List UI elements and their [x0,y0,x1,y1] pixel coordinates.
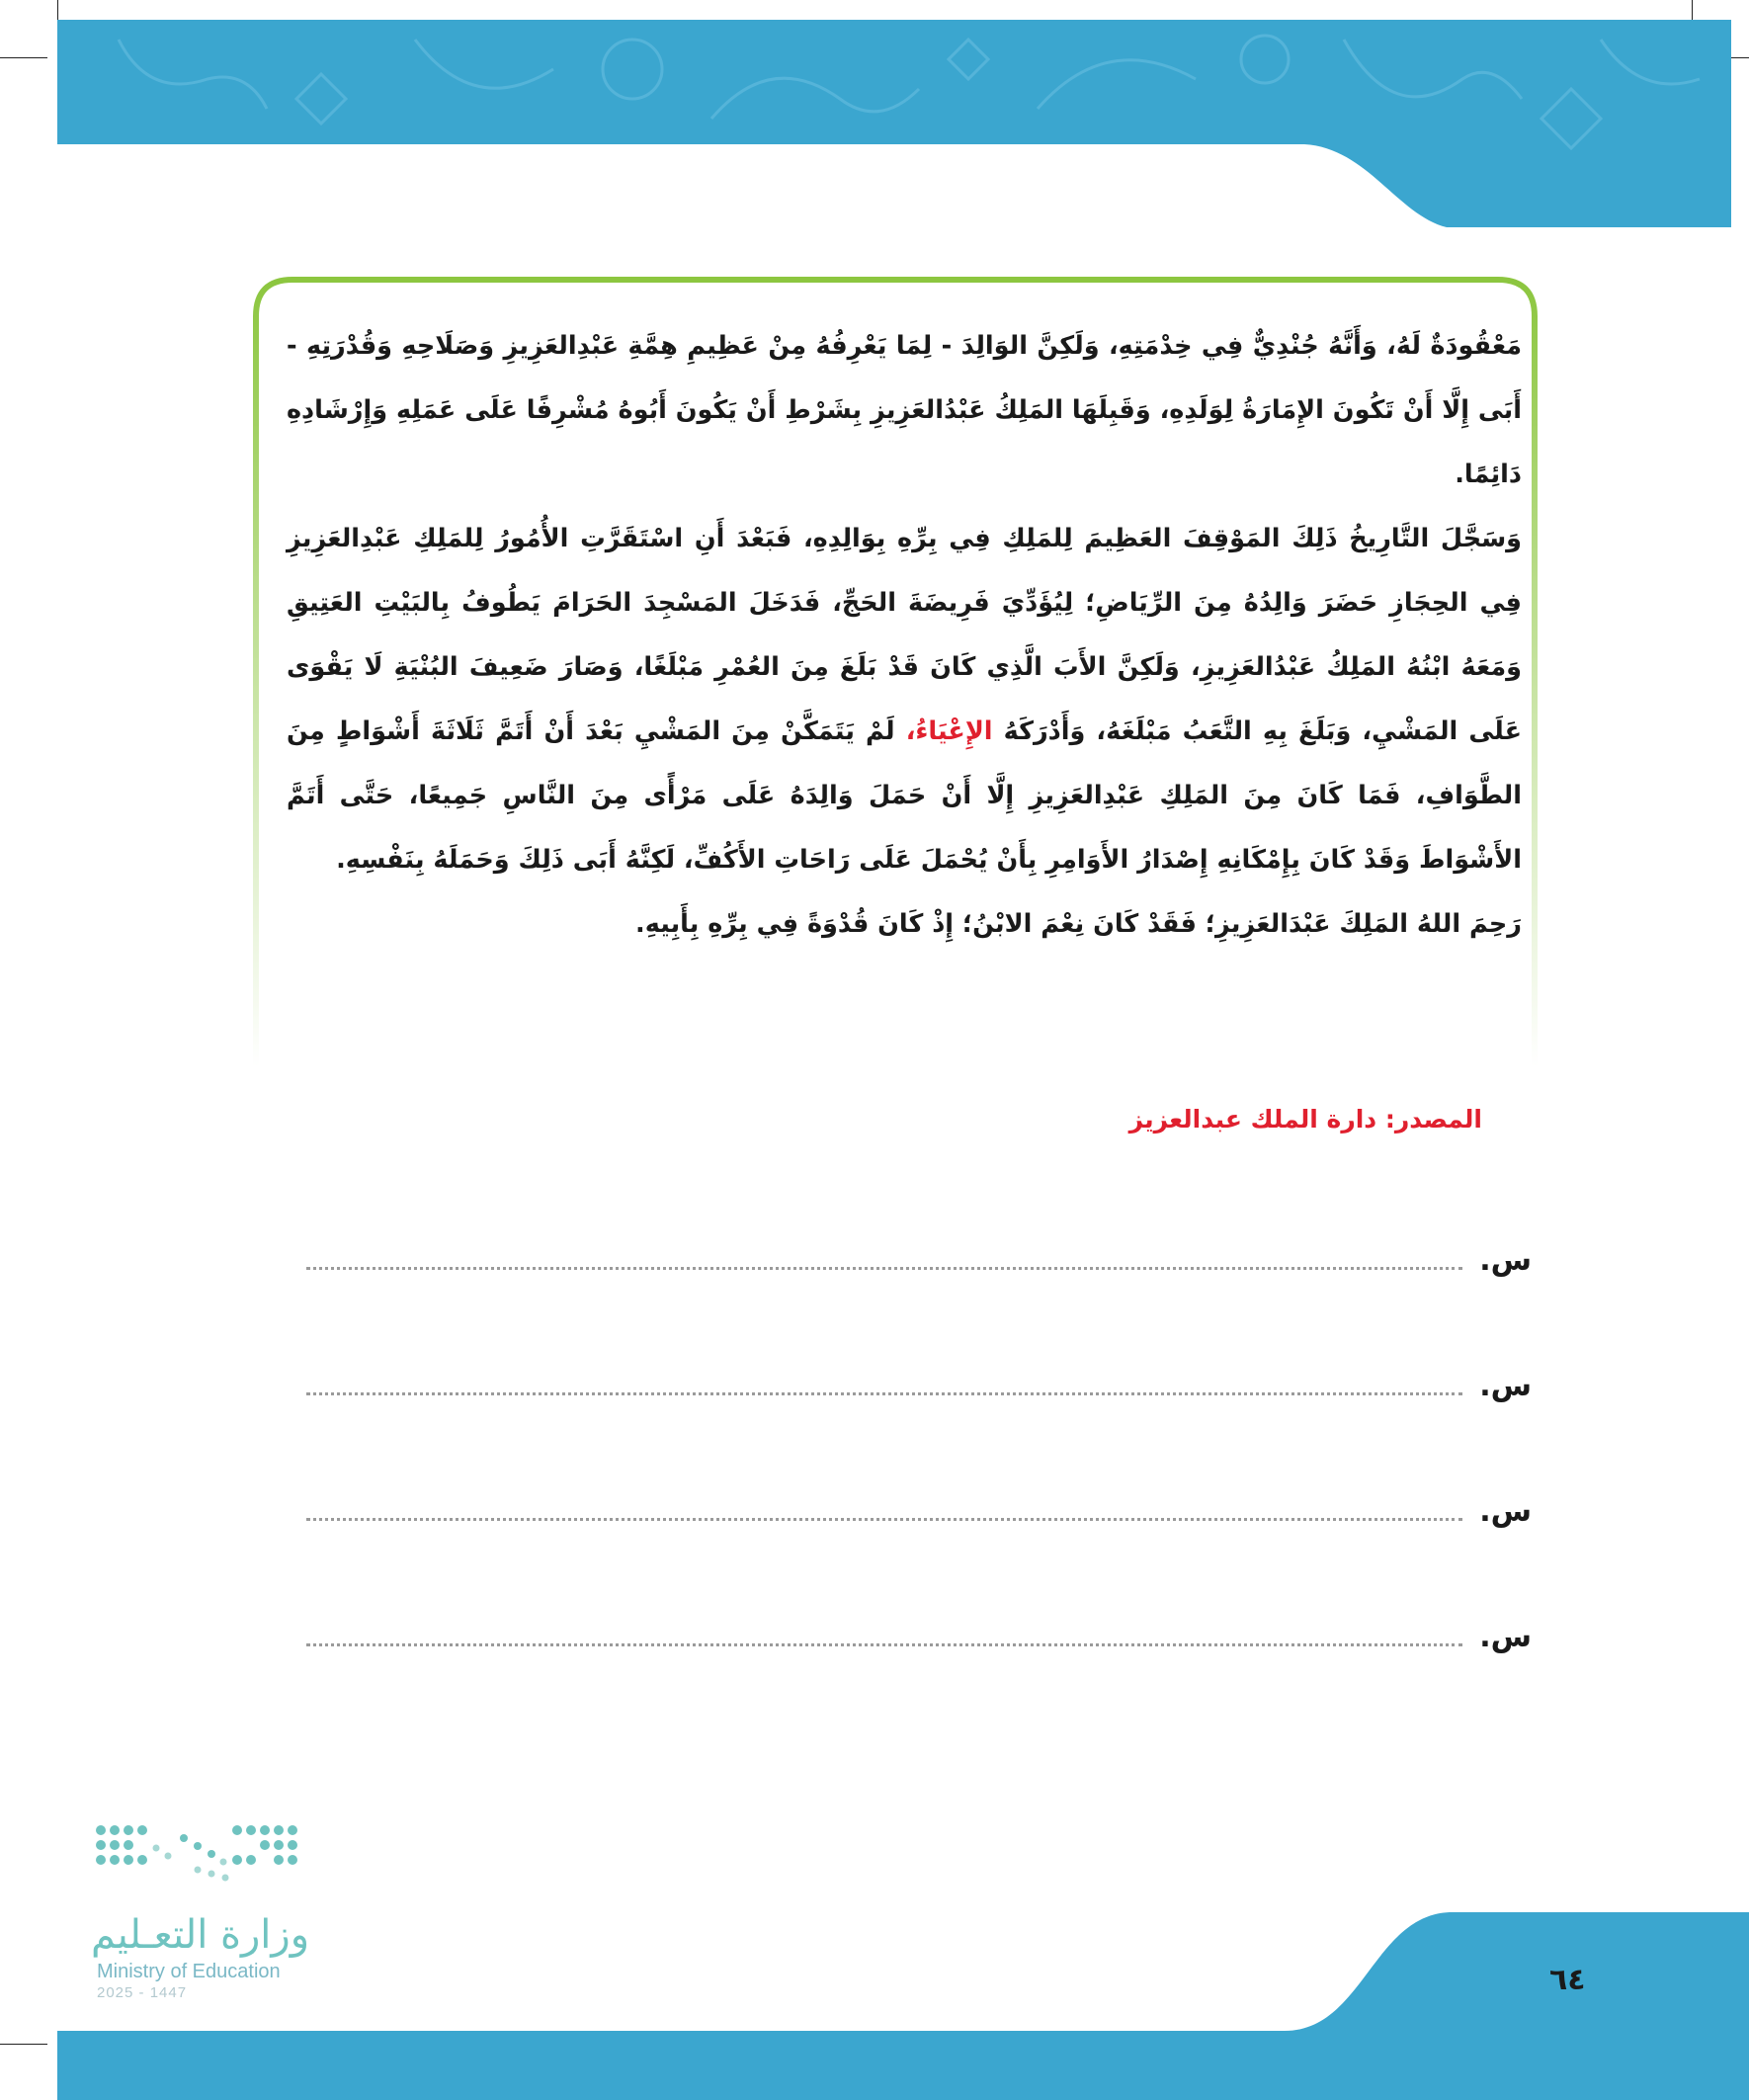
answer-dotted-line[interactable] [306,1392,1462,1395]
answer-dotted-line[interactable] [306,1518,1462,1521]
paragraph-text: وَسَجَّلَ التَّارِيخُ ذَلِكَ المَوْقِفَ العَظِيمَ لِلمَلِكِ فِي بِرِّهِ بِوَالِدِهِ، فَبَعْدَ أَنِ اسْتَقَرَّتِ الأُمُورُ لِلمَلِكِ عَبْدِالعَزِيزِ فِي الحِجَازِ حَضَرَ وَالِدُهُ مِنَ الرِّيَاضِ؛ لِيُؤَدِّيَ فَرِيضَةَ الحَجِّ، فَدَخَلَ المَسْجِدَ الحَرَامَ يَطُوفُ بِالبَيْتِ العَتِيقِ وَمَعَهُ ابْنُهُ المَلِكُ عَبْدُالعَزِيزِ، وَلَكِنَّ الأَبَ الَّذِي كَانَ قَدْ بَلَغَ مِنَ العُمْرِ مَبْلَغًا، وَصَارَ ضَعِيفَ البُنْيَةِ لَا يَقْوَى عَلَى المَشْيِ، وَبَلَغَ بِهِ التَّعَبُ مَبْلَغَهُ، وَأَدْرَكَهُ [287,524,1522,746]
answer-dotted-line[interactable] [306,1643,1462,1646]
question-label: س. [1479,1494,1532,1529]
header-band [0,0,1749,227]
highlighted-word: الإِعْيَاءُ، [905,716,993,746]
source-citation: المصدر: دارة الملك عبدالعزيز [1128,1105,1482,1134]
paragraph: مَعْقُودَةٌ لَهُ، وَأَنَّهُ جُنْدِيٌّ فِي خِدْمَتِهِ، وَلَكِنَّ الوَالِدَ - لِمَا يَعْرِفُهُ مِنْ عَظِيمِ هِمَّةِ عَبْدِالعَزِيزِ وَصَلَاحِهِ وَقُدْرَتِهِ - أَبَى إِلَّا أَنْ تَكُونَ الإِمَارَةُ لِوَلَدِهِ، وَقَبِلَهَا المَلِكُ عَبْدُالعَزِيزِ بِشَرْطِ أَنْ يَكُونَ أَبُوهُ مُشْرِفًا عَلَى عَمَلِهِ وَإِرْشَادِهِ دَائِمًا. [287,331,1522,489]
ministry-name-arabic: وزارة التعـليم [91,1912,310,1958]
paragraph: رَحِمَ اللهُ المَلِكَ عَبْدَالعَزِيزِ؛ فَقَدْ كَانَ نِعْمَ الابْنُ؛ إِذْ كَانَ قُدْوَةً فِي بِرِّهِ بِأَبِيهِ. [635,909,1522,939]
paragraph-text: لَمْ يَتَمَكَّنْ مِنَ المَشْيِ بَعْدَ أَنْ أَتَمَّ ثَلَاثَةَ أَشْوَاطٍ مِنَ الطَّوَافِ، فَمَا كَانَ مِنَ المَلِكِ عَبْدِالعَزِيزِ إِلَّا أَنْ حَمَلَ وَالِدَهُ عَلَى مَرْأًى مِنَ النَّاسِ جَمِيعًا، حَتَّى أَتَمَّ الأَشْوَاطَ وَقَدْ كَانَ بِإِمْكَانِهِ إِصْدَارُ الأَوَامِرِ بِأَنْ يُحْمَلَ عَلَى رَاحَاتِ الأَكُفِّ، لَكِنَّهُ أَبَى ذَلِكَ وَحَمَلَهُ بِنَفْسِهِ. [287,716,1522,875]
question-line[interactable] [306,1494,1532,1534]
answer-dotted-line[interactable] [306,1267,1462,1270]
paragraph [287,507,1522,892]
reading-passage [287,314,1522,957]
question-line[interactable] [306,1243,1532,1283]
question-line[interactable] [306,1369,1532,1408]
question-line[interactable] [306,1620,1532,1659]
question-label: س. [1479,1620,1532,1654]
question-label: س. [1479,1243,1532,1278]
ministry-name-english: Ministry of Education [97,1961,281,1982]
page-number: ٦٤ [1549,1963,1586,1997]
question-label: س. [1479,1369,1532,1403]
edition-year: 2025 - 1447 [97,1984,188,2001]
